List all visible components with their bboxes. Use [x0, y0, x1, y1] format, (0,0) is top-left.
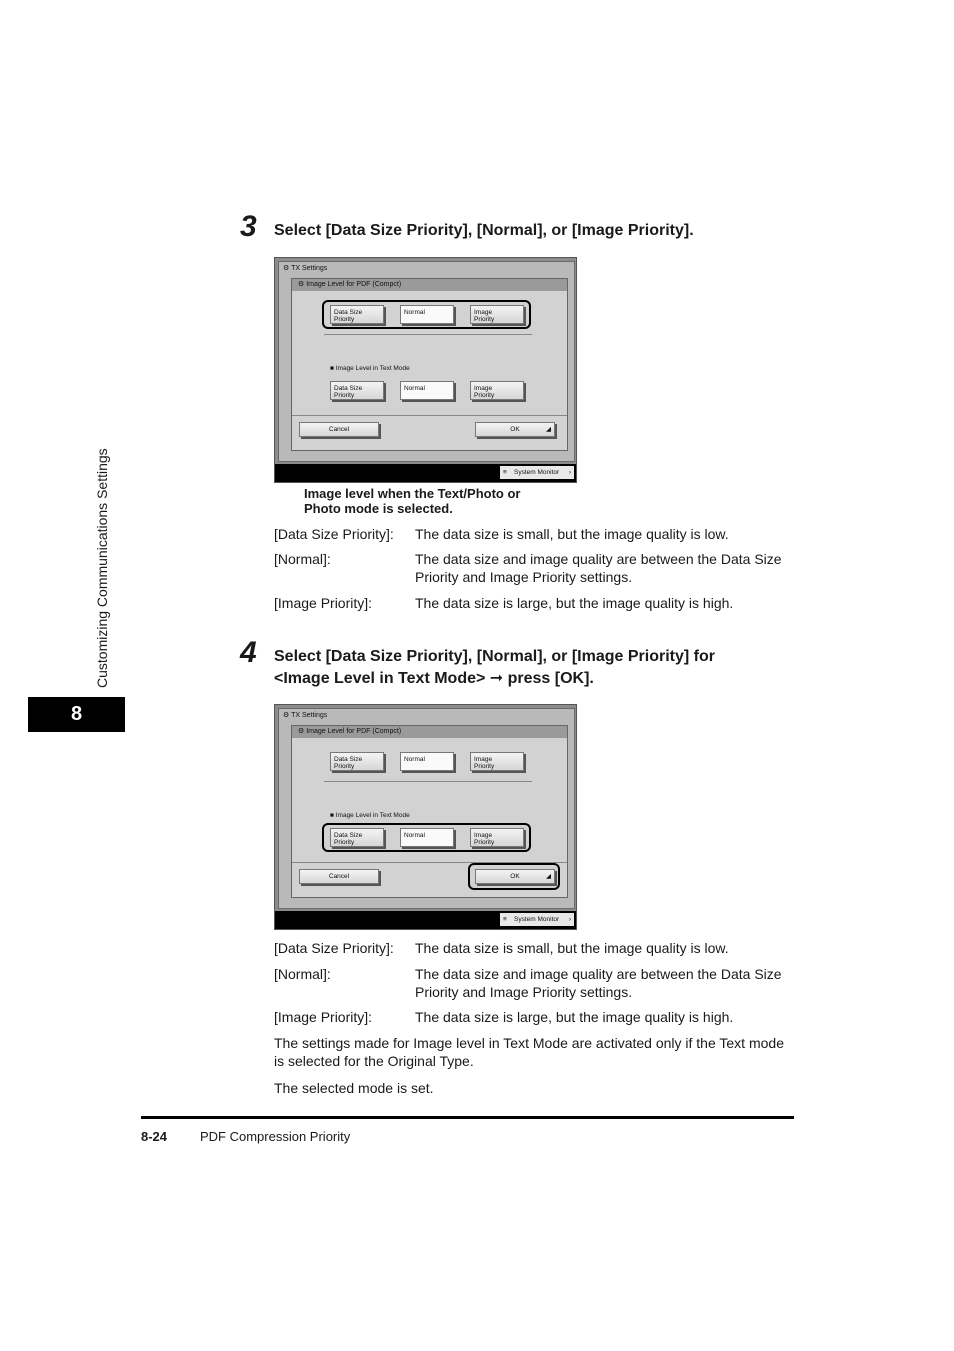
monitor-icon: ≡	[503, 469, 507, 476]
note-paragraph: The settings made for Image level in Text Mode are activated only if the Text mode is selected for the Original Type.	[274, 1035, 784, 1069]
square-bullet-icon: ■	[330, 812, 336, 819]
system-monitor-label: System Monitor	[514, 469, 560, 476]
image-priority-button[interactable]	[470, 752, 524, 771]
screen-step-3	[274, 257, 577, 483]
settings-icon: ⚙	[298, 281, 307, 288]
definition-desc: The data size is small, but the image quality is low.	[415, 526, 729, 542]
btn-label-line2: Priority	[474, 839, 495, 846]
definition-desc: The data size is small, but the image quality is low.	[415, 940, 729, 956]
window-title	[283, 710, 573, 721]
step-4-title	[274, 646, 715, 690]
page-number: 8-24	[141, 1129, 168, 1144]
btn-label-line2: Priority	[474, 316, 495, 323]
settings-icon: ⚙	[283, 265, 292, 272]
text-mode-label	[330, 812, 410, 820]
text-mode-normal-button[interactable]	[400, 381, 454, 400]
enter-corner-icon: ◢	[546, 873, 551, 880]
btn-label: Normal	[404, 756, 425, 763]
text-mode-image-priority-button[interactable]	[470, 381, 524, 400]
chapter-tab: 8	[28, 697, 125, 732]
cancel-label: Cancel	[328, 873, 350, 880]
normal-button[interactable]	[400, 305, 454, 324]
status-bar	[275, 911, 576, 929]
btn-label-line2: Priority	[334, 763, 355, 770]
image-level-panel	[291, 278, 568, 451]
btn-label-line1: Image	[474, 385, 493, 392]
btn-label-line2: Priority	[474, 763, 495, 770]
step-4-title-line-2: <Image Level in Text Mode> ➞ press [OK].	[274, 670, 594, 687]
definition-desc: The data size and image quality are between the Data Size Priority and Image Priority settings.	[415, 966, 782, 1000]
definition-term: [Normal]:	[274, 551, 331, 567]
status-bar	[275, 464, 576, 482]
text-mode-data-size-priority-button[interactable]	[330, 828, 384, 847]
definition-term: [Image Priority]:	[274, 595, 373, 611]
section-sidebar-title: Customizing Communications Settings	[94, 448, 110, 688]
definition-term: [Data Size Priority]:	[274, 940, 394, 956]
btn-label-line2: Priority	[334, 839, 355, 846]
image-level-panel	[291, 725, 568, 898]
btn-label-line1: Data Size	[334, 832, 363, 839]
btn-label-line2: Priority	[334, 316, 355, 323]
separator	[292, 415, 567, 416]
btn-label-line1: Image	[474, 756, 493, 763]
system-monitor-button[interactable]	[500, 466, 574, 479]
separator	[324, 781, 532, 782]
screen-caption	[304, 486, 520, 516]
screen-window	[278, 261, 575, 462]
image-priority-button[interactable]	[470, 305, 524, 324]
screen-window	[278, 708, 575, 909]
enter-corner-icon: ◢	[546, 426, 551, 433]
system-monitor-label: System Monitor	[514, 916, 560, 923]
square-bullet-icon: ■	[330, 365, 336, 372]
text-mode-data-size-priority-button[interactable]	[330, 381, 384, 400]
separator	[324, 334, 532, 335]
definition-term: [Data Size Priority]:	[274, 526, 394, 542]
definition-desc: The data size is large, but the image quality is high.	[415, 1009, 734, 1025]
panel-title	[292, 726, 567, 738]
panel-title-text: Image Level for PDF (Compct)	[306, 728, 402, 735]
btn-label-line1: Data Size	[334, 756, 363, 763]
normal-button[interactable]	[400, 752, 454, 771]
caption-line-2: Photo mode is selected.	[304, 501, 453, 516]
ok-label: OK	[510, 873, 520, 880]
caption-line-1: Image level when the Text/Photo or	[304, 486, 521, 501]
btn-label: Normal	[404, 309, 425, 316]
footer-section-title: PDF Compression Priority	[200, 1129, 351, 1144]
chevron-right-icon: ›	[568, 916, 571, 923]
step-4-title-line-1: Select [Data Size Priority], [Normal], or [Image Priority] for	[274, 648, 715, 665]
panel-title	[292, 279, 567, 291]
btn-label-line1: Data Size	[334, 385, 363, 392]
result-text: The selected mode is set.	[274, 1080, 434, 1096]
text-mode-label-text: Image Level in Text Mode	[335, 812, 410, 819]
text-mode-label-text: Image Level in Text Mode	[335, 365, 410, 372]
monitor-icon: ≡	[503, 916, 507, 923]
btn-label-line1: Image	[474, 832, 493, 839]
ok-button[interactable]	[475, 422, 555, 437]
chevron-right-icon: ›	[568, 469, 571, 476]
btn-label: Normal	[404, 385, 425, 392]
window-title-text: TX Settings	[291, 265, 328, 272]
footer-rule	[141, 1116, 794, 1119]
btn-label-line2: Priority	[334, 392, 355, 399]
settings-icon: ⚙	[298, 728, 307, 735]
cancel-button[interactable]	[299, 422, 379, 437]
window-title-text: TX Settings	[291, 712, 328, 719]
btn-label-line2: Priority	[474, 392, 495, 399]
text-mode-label	[330, 365, 410, 373]
cancel-label: Cancel	[328, 426, 350, 433]
definition-desc: The data size is large, but the image quality is high.	[415, 595, 734, 611]
screen-step-4	[274, 704, 577, 930]
btn-label-line1: Data Size	[334, 309, 363, 316]
step-3-title: Select [Data Size Priority], [Normal], or [Image Priority].	[274, 222, 694, 239]
system-monitor-button[interactable]	[500, 913, 574, 926]
definition-term: [Image Priority]:	[274, 1009, 373, 1025]
cancel-button[interactable]	[299, 869, 379, 884]
text-mode-image-priority-button[interactable]	[470, 828, 524, 847]
btn-label-line1: Image	[474, 309, 493, 316]
data-size-priority-button[interactable]	[330, 305, 384, 324]
definition-desc: The data size and image quality are between the Data Size Priority and Image Priority settings.	[415, 551, 782, 585]
ok-button[interactable]	[475, 869, 555, 884]
step-4-number: 4	[240, 636, 257, 669]
text-mode-normal-button[interactable]	[400, 828, 454, 847]
data-size-priority-button[interactable]	[330, 752, 384, 771]
window-title	[283, 263, 573, 274]
btn-label: Normal	[404, 832, 425, 839]
ok-label: OK	[510, 426, 520, 433]
step-3-number: 3	[240, 210, 257, 243]
definition-term: [Normal]:	[274, 966, 331, 982]
panel-title-text: Image Level for PDF (Compct)	[306, 281, 402, 288]
settings-icon: ⚙	[283, 712, 292, 719]
